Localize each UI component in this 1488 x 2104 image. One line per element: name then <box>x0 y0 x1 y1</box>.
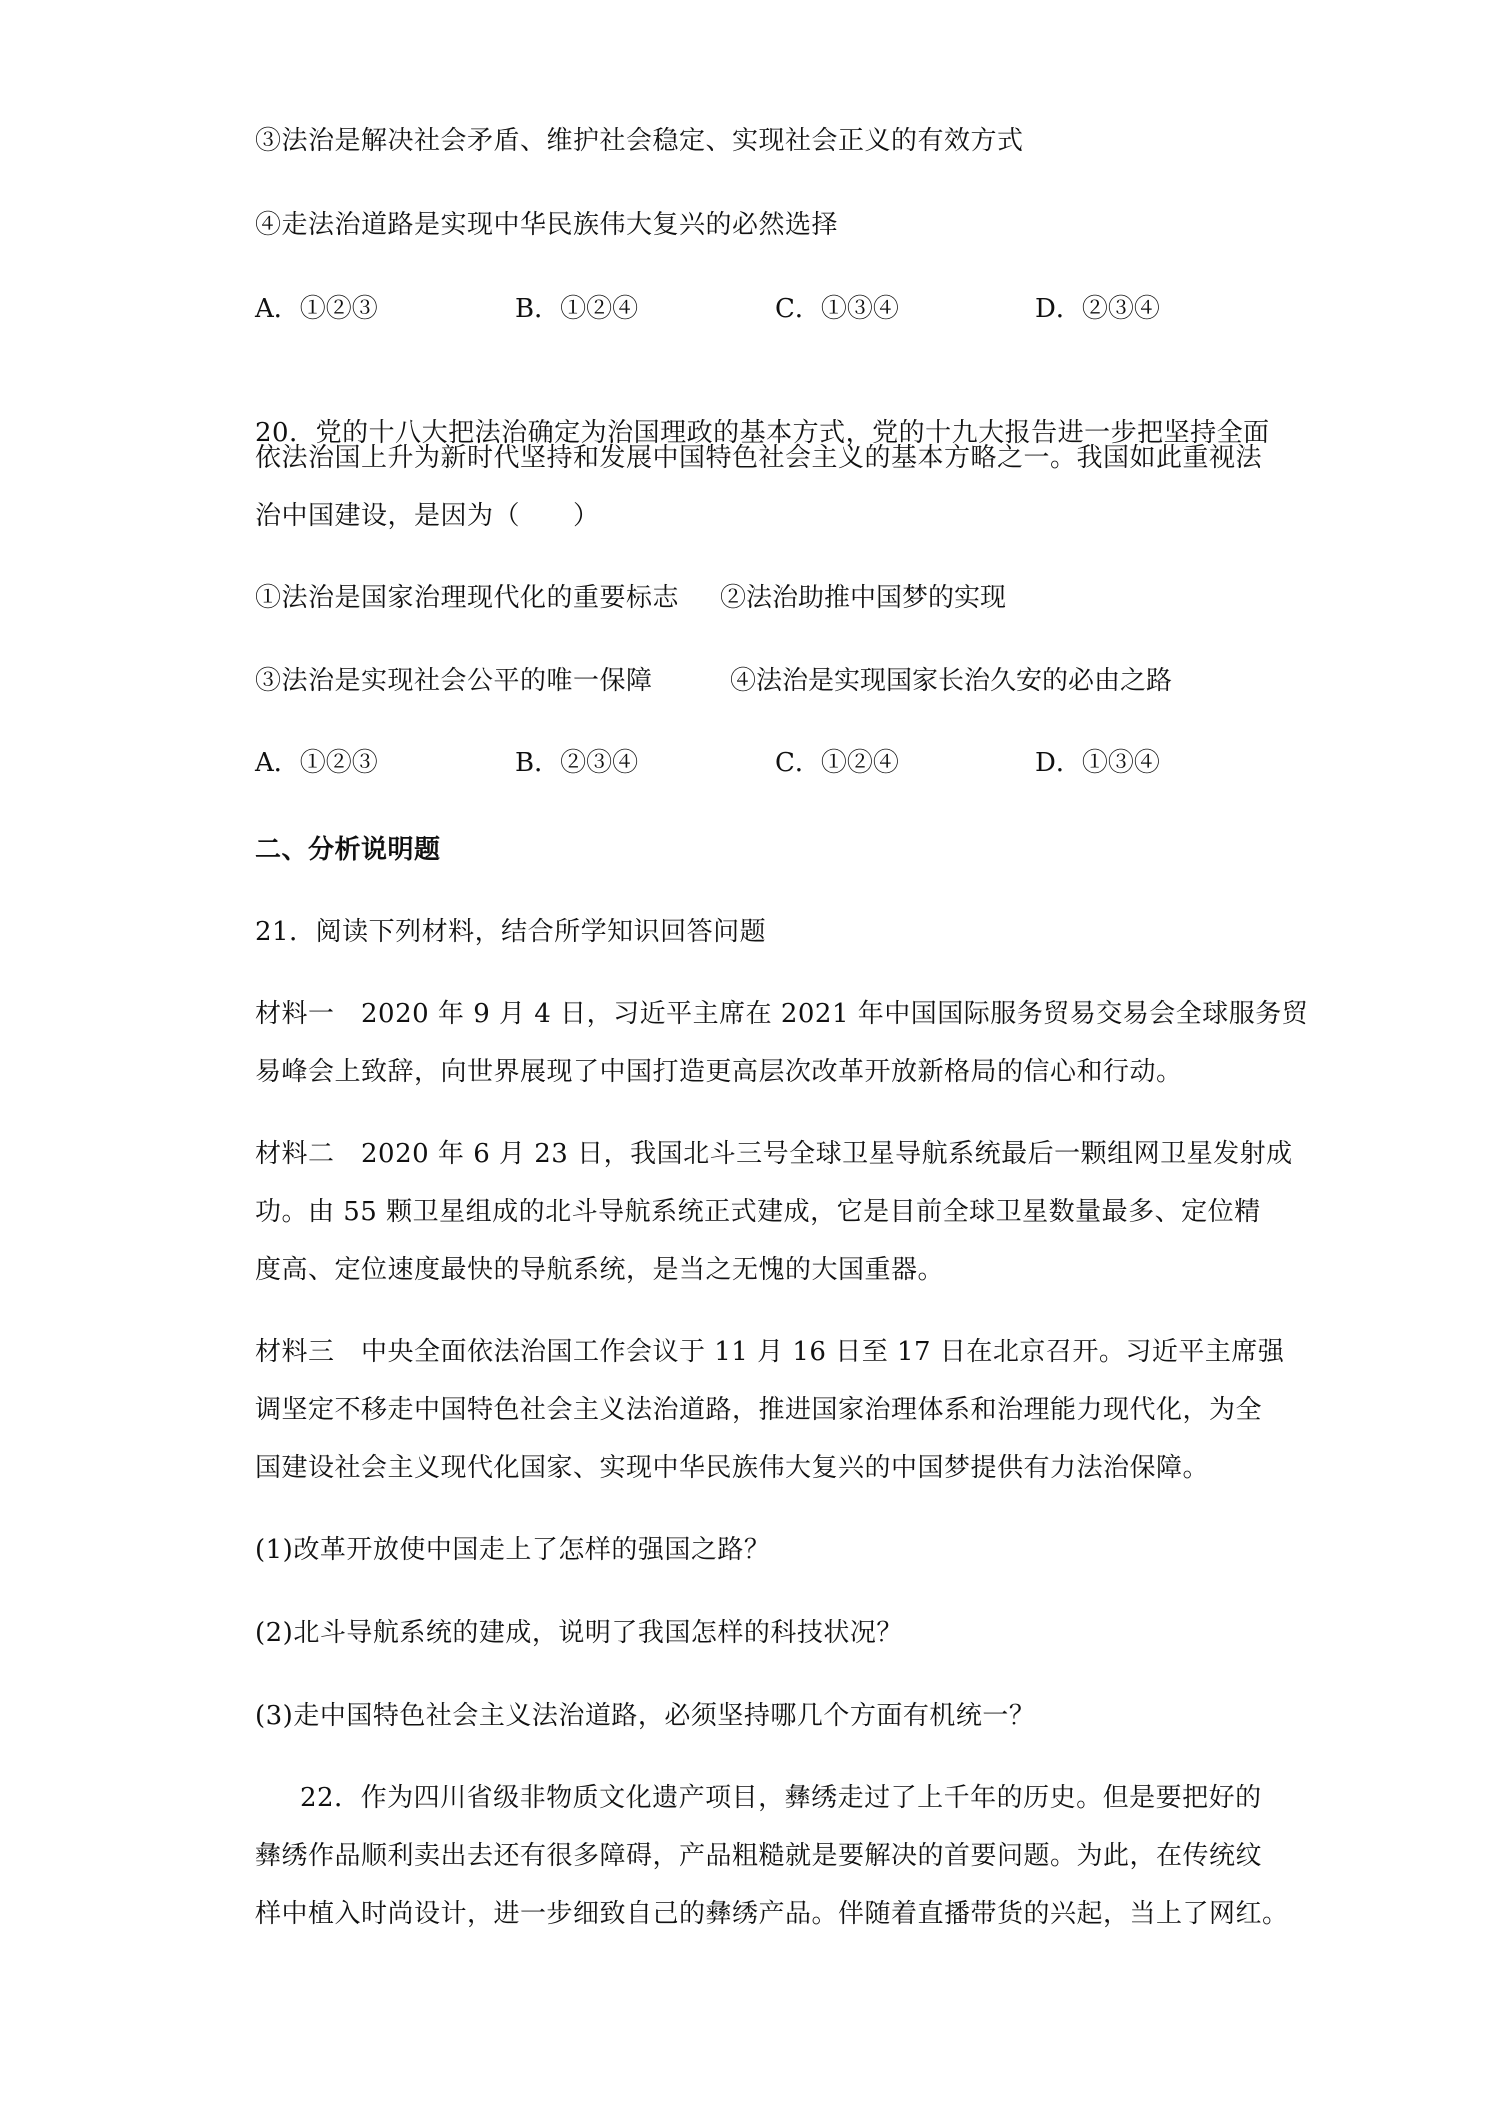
q20-item-2: ②法治助推中国梦的实现 <box>720 583 1007 613</box>
q20-option-c[interactable]: C．①②④ <box>775 748 899 778</box>
q19-item-4: ④走法治道路是实现中华民族伟大复兴的必然选择 <box>255 210 839 240</box>
q19-item-3: ③法治是解决社会矛盾、维护社会稳定、实现社会正义的有效方式 <box>255 126 1024 156</box>
q21-material-1-line-2: 易峰会上致辞，向世界展现了中国打造更高层次改革开放新格局的信心和行动。 <box>255 1057 1183 1087</box>
q20-item-4: ④法治是实现国家长治久安的必由之路 <box>730 666 1173 696</box>
q20-item-1: ①法治是国家治理现代化的重要标志 <box>255 583 680 613</box>
q22-line-2: 彝绣作品顺利卖出去还有很多障碍，产品粗糙就是要解决的首要问题。为此，在传统纹 <box>255 1841 1263 1871</box>
q20-item-3: ③法治是实现社会公平的唯一保障 <box>255 666 653 696</box>
q21-material-3-line-3: 国建设社会主义现代化国家、实现中华民族伟大复兴的中国梦提供有力法治保障。 <box>255 1453 1210 1483</box>
q21-material-2-line-2: 功。由 55 颗卫星组成的北斗导航系统正式建成，它是目前全球卫星数量最多、定位精 <box>255 1197 1261 1227</box>
q21-question-2: (2)北斗导航系统的建成，说明了我国怎样的科技状况？ <box>255 1618 903 1648</box>
q20-stem-line-1: 20．党的十八大把法治确定为治国理政的基本方式，党的十九大报告进一步把坚持全面 <box>255 418 1270 448</box>
q21-material-1-line-1: 材料一 2020 年 9 月 4 日，习近平主席在 2021 年中国国际服务贸易交易会全球服务贸 <box>255 999 1309 1029</box>
q19-option-b[interactable]: B．①②④ <box>515 294 639 324</box>
q22-line-3: 样中植入时尚设计，进一步细致自己的彝绣产品。伴随着直播带货的兴起，当上了网红。 <box>255 1899 1289 1929</box>
q21-material-2-line-3: 度高、定位速度最快的导航系统，是当之无愧的大国重器。 <box>255 1255 945 1285</box>
q21-question-3: (3)走中国特色社会主义法治道路，必须坚持哪几个方面有机统一？ <box>255 1701 1036 1731</box>
q21-material-3-line-1: 材料三 中央全面依法治国工作会议于 11 月 16 日至 17 日在北京召开。习近平主席强 <box>255 1337 1285 1367</box>
q19-option-a[interactable]: A．①②③ <box>255 294 378 324</box>
q20-stem-line-2: 依法治国上升为新时代坚持和发展中国特色社会主义的基本方略之一。我国如此重视法 <box>255 443 1263 473</box>
q21-material-2-line-1: 材料二 2020 年 6 月 23 日，我国北斗三号全球卫星导航系统最后一颗组网卫星发射成 <box>255 1139 1293 1169</box>
q20-option-b[interactable]: B．②③④ <box>515 748 639 778</box>
q20-stem-line-3: 治中国建设，是因为（ ） <box>255 501 600 531</box>
q19-option-c[interactable]: C．①③④ <box>775 294 899 324</box>
q19-option-d[interactable]: D．②③④ <box>1035 294 1160 324</box>
q22-line-1: 22．作为四川省级非物质文化遗产项目，彝绣走过了上千年的历史。但是要把好的 <box>300 1783 1262 1813</box>
q21-material-3-line-2: 调坚定不移走中国特色社会主义法治道路，推进国家治理体系和治理能力现代化，为全 <box>255 1395 1263 1425</box>
q21-question-1: (1)改革开放使中国走上了怎样的强国之路？ <box>255 1535 771 1565</box>
q20-option-d[interactable]: D．①③④ <box>1035 748 1160 778</box>
section-heading: 二、分析说明题 <box>255 835 441 865</box>
q20-option-a[interactable]: A．①②③ <box>255 748 378 778</box>
q21-intro: 21．阅读下列材料，结合所学知识回答问题 <box>255 917 767 947</box>
